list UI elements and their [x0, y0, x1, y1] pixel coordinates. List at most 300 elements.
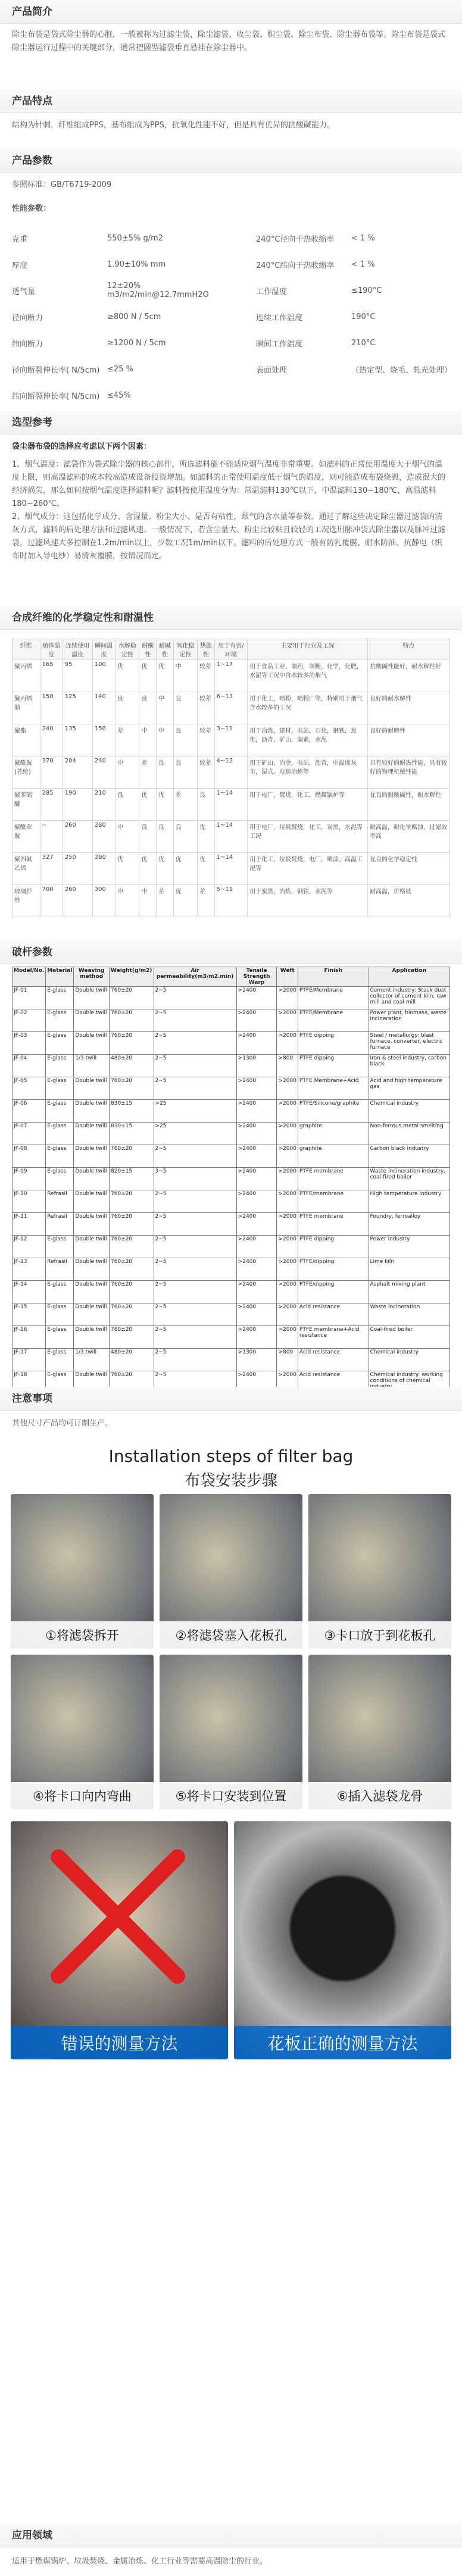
table-cell: >2000: [277, 1032, 298, 1055]
table-cell: 优: [157, 660, 174, 692]
install-step-6: [308, 1655, 451, 1809]
table-cell: 良: [139, 692, 157, 724]
table-cell: 中: [139, 724, 157, 756]
param-row: [256, 304, 452, 330]
table-cell: 优: [139, 660, 157, 692]
table-cell: 良: [157, 756, 174, 789]
table-cell: 760±20: [109, 1077, 154, 1100]
table-cell: 760±20: [109, 1258, 154, 1281]
table-cell: 204: [63, 756, 92, 789]
table-cell: 165: [40, 660, 63, 692]
table-cell: E-glass: [46, 987, 74, 1009]
table-cell: 95: [63, 660, 92, 692]
table-row: [13, 1190, 450, 1213]
right-method-caption: 花板正确的测量方法: [234, 2026, 451, 2059]
table-cell: >2400: [236, 1123, 277, 1145]
table-cell: Waste incineration industry, coal-fired boiler: [369, 1168, 450, 1190]
table-cell: 3~11: [214, 724, 247, 756]
features-text: 结构为针刺，纤维组成PPS，基布组成为PPS，抗氧化性能不好，但是具有优异的抗酸碱能力。: [12, 121, 335, 130]
table-cell: 优良的耐酸碱性，耐水解性: [368, 789, 450, 821]
table-cell: graphite: [298, 1145, 369, 1168]
table-cell: 100: [92, 660, 115, 692]
section-title-apps: 应用领域: [0, 2524, 462, 2547]
table-cell: Double twill: [74, 1281, 110, 1303]
table-cell: JF-07: [13, 1123, 46, 1145]
table-cell: >2000: [277, 987, 298, 1009]
table-cell: 抗酸碱性能好，耐水解性好: [368, 660, 450, 692]
table-row: [13, 1055, 450, 1077]
install-step-4: [11, 1655, 154, 1809]
table-cell: 较差: [198, 692, 215, 724]
table-cell: >25: [154, 1100, 236, 1123]
table-cell: Double twill: [74, 1303, 110, 1326]
table-cell: >2000: [277, 1100, 298, 1123]
table-cell: >2000: [277, 1213, 298, 1236]
param-row: [12, 330, 238, 356]
table-cell: 2~5: [154, 1303, 236, 1326]
params-perf-title: 性能参数：: [12, 204, 51, 213]
table-cell: 2~5: [154, 1145, 236, 1168]
table-cell: 优: [173, 853, 197, 885]
param-row: [256, 277, 452, 304]
table-cell: 1~14: [214, 821, 247, 853]
install-title: Installation steps of filter bag: [108, 1446, 354, 1466]
table-cell: Power plant, biomass, waste incineration: [369, 1009, 450, 1032]
param-value: （热定型、烧毛、轧光处理）: [351, 365, 452, 375]
table-header-cell: Tensile Strength Warp: [236, 967, 277, 987]
table-cell: Asphalt mixing plant: [369, 1281, 450, 1303]
table-cell: Foundry, ferroalloy: [369, 1213, 450, 1236]
table-cell: 480±20: [109, 1055, 154, 1077]
param-value: 210°C: [351, 338, 376, 348]
table-cell: 用于电厂，焚烧，化工，燃煤锅炉等: [248, 789, 368, 821]
param-row: [256, 356, 452, 382]
table-cell: E-glass: [46, 1236, 74, 1258]
table-cell: 聚苯硫醚: [13, 789, 40, 821]
table-cell: Coal-fired boiler: [369, 1326, 450, 1349]
table-cell: 2~5: [154, 1349, 236, 1371]
table-header-cell: 连续使用温度: [63, 639, 92, 660]
table-row: [13, 1281, 450, 1303]
table-cell: 差: [157, 885, 174, 917]
table-cell: >2000: [277, 1077, 298, 1100]
table-header-cell: Application: [369, 967, 450, 987]
table-cell: 760±20: [109, 1190, 154, 1213]
table-cell: 370: [40, 756, 63, 789]
param-label: 表面处理: [256, 365, 288, 375]
param-row: [256, 251, 452, 277]
table-cell: Carbon black industry: [369, 1145, 450, 1168]
table-cell: 1~17: [214, 660, 247, 692]
table-row: [13, 1123, 450, 1145]
table-cell: Refrasil: [46, 1213, 74, 1236]
table-cell: Acid resistance: [298, 1349, 369, 1371]
table-row: [13, 853, 450, 885]
table-cell: 210: [92, 789, 115, 821]
table-cell: 830±15: [109, 1123, 154, 1145]
table-cell: >2400: [236, 1168, 277, 1190]
chem-stability-table: [12, 639, 450, 917]
table-cell: >2000: [277, 1236, 298, 1258]
install-step-5: [160, 1655, 302, 1809]
table-cell: 150: [40, 692, 63, 724]
param-label: 纬向断裂伸长率( N/5cm): [12, 392, 100, 401]
step-caption: ②将滤袋塞入花板孔: [160, 1621, 302, 1649]
table-cell: Waste incineration: [369, 1303, 450, 1326]
table-cell: PTFE/dipping: [298, 1281, 369, 1303]
table-cell: 用于冶炼，建材，电站，石化，钢铁，焦化，沥青，矿山，碳素，水泥: [248, 724, 368, 756]
section-title-filter: 破杆参数: [0, 940, 462, 964]
table-cell: PTFE dipping: [298, 1055, 369, 1077]
table-cell: E-glass: [46, 1077, 74, 1100]
table-cell: 135: [63, 724, 92, 756]
table-cell: 2~5: [154, 1190, 236, 1213]
table-cell: >2000: [277, 1258, 298, 1281]
table-cell: 差: [198, 885, 215, 917]
table-row: [13, 1349, 450, 1371]
table-cell: E-glass: [46, 1349, 74, 1371]
selection-text: 1、烟气温度：滤袋作为袋式除尘器的核心部件，所选滤料能不能适应烟气温度非常重要。如滤料的正常使用温度大于烟气的温度上限，则高温滤料的成本较高造成设备投资增加。如滤料的正常使用温度低于烟气的温度，则可能造成布袋烧毁，造成很大的经济损失，那么如何按烟气温度选择滤料呢？滤料按使用温度分为：常温滤料130℃以下，中温滤料130~180℃，高温滤料180~260℃。 2、烟气成分：这包括化学成分、含湿量、粉尘大小、是否有粘性，烟气的含水量等参数。通过了解这些决定除尘器过滤袋的清灰方式，滤料的后处理方法和过滤风速。一般情况下，若含尘量大、粉尘比较粘且较轻的工况选用脉冲袋式除尘器以及脉冲过滤袋，过滤风速大多控制在1.2m/min以上，少数工况1m/min以下。滤料的后处理方式一般有防乳覆膜、耐水防油、抗静电（织布时加入导电纱）易清灰覆膜，按情况而定。: [12, 460, 446, 561]
table-cell: Double twill: [74, 1123, 110, 1145]
install-step-2: [160, 1494, 302, 1649]
table-cell: JF-06: [13, 1100, 46, 1123]
table-cell: 760±20: [109, 1032, 154, 1055]
table-cell: 190: [63, 789, 92, 821]
table-cell: 2~5: [154, 1258, 236, 1281]
param-label: 连续工作温度: [256, 313, 303, 323]
apps-text: 适用于燃煤锅炉、垃圾焚烧、金属冶炼、化工行业等需要高温除尘的行业。: [12, 2557, 268, 2566]
table-cell: 760±20: [109, 987, 154, 1009]
table-cell: 2~5: [154, 1371, 236, 1394]
table-cell: 4~12: [214, 756, 247, 789]
table-header-cell: Finish: [298, 967, 369, 987]
table-cell: 1~14: [214, 853, 247, 885]
table-cell: 良: [139, 821, 157, 853]
table-cell: Non-ferrous metal smelting: [369, 1123, 450, 1145]
table-cell: 良: [173, 756, 197, 789]
table-cell: Chemical industry: working conditions of chemical: [369, 1371, 450, 1394]
table-row: [13, 821, 450, 853]
param-value: ≤190°C: [351, 286, 382, 295]
table-row: [13, 1213, 450, 1236]
table-cell: >2400: [236, 1009, 277, 1032]
table-row: [13, 1145, 450, 1168]
cross-icon: [46, 1845, 189, 1988]
table-cell: 用于食品工业，制药，制糖，化学，化肥，水泥等工况中含水较多的烟气: [248, 660, 368, 692]
param-row: [12, 356, 238, 382]
table-cell: 480±20: [109, 1349, 154, 1371]
table-cell: 1~14: [214, 789, 247, 821]
table-cell: JF-15: [13, 1303, 46, 1326]
param-value: ≥800 N / 5cm: [107, 312, 161, 321]
table-cell: 2~5: [154, 987, 236, 1009]
table-cell: 760±20: [109, 1009, 154, 1032]
table-cell: E-glass: [46, 1326, 74, 1349]
table-cell: >2400: [236, 1077, 277, 1100]
table-cell: 用于矿山，冶金，电站，沥青，中温度灰尘，湿式、电熔冶炼等: [248, 756, 368, 789]
table-cell: --: [40, 821, 63, 853]
table-cell: 中: [116, 756, 139, 789]
param-row: [12, 382, 238, 408]
table-cell: 良: [173, 821, 197, 853]
table-cell: 240: [92, 756, 115, 789]
table-cell: 2~5: [154, 1055, 236, 1077]
table-cell: JF-05: [13, 1077, 46, 1100]
table-header-cell: Material: [46, 967, 74, 987]
table-cell: PTFE membrane: [298, 1213, 369, 1236]
table-cell: 300: [92, 885, 115, 917]
table-row: [13, 987, 450, 1009]
table-header-cell: 耐酸性: [139, 639, 157, 660]
section-title-selection: 选型参考: [0, 411, 462, 434]
table-cell: Chemical industry: [369, 1100, 450, 1123]
table-cell: 优: [116, 853, 139, 885]
table-cell: E-glass: [46, 1032, 74, 1055]
table-cell: 优: [173, 885, 197, 917]
table-cell: Chemical industry: [369, 1349, 450, 1371]
table-cell: >800: [277, 1349, 298, 1371]
selection-title: 袋尘器布袋的选择应考虑以下两个因素：: [12, 442, 152, 451]
table-cell: 2~5: [154, 1009, 236, 1032]
param-label: 纬向断力: [12, 339, 43, 349]
table-cell: Refrasil: [46, 1190, 74, 1213]
right-method-photo: [234, 1821, 451, 2059]
table-cell: 用于化工，垃圾焚烧，电厂，喷涂，高温工况等: [248, 853, 368, 885]
table-cell: Double twill: [74, 1236, 110, 1258]
section-title-features: 产品特点: [0, 89, 462, 113]
table-cell: 820±15: [109, 1168, 154, 1190]
table-cell: >2000: [277, 1009, 298, 1032]
param-value: 190°C: [351, 312, 376, 321]
param-row: [12, 225, 238, 251]
table-cell: 中: [157, 724, 174, 756]
table-cell: Double twill: [74, 987, 110, 1009]
table-cell: 2~5: [154, 1281, 236, 1303]
table-cell: 250: [63, 853, 92, 885]
table-cell: 140: [92, 692, 115, 724]
table-cell: 用于电厂，垃圾焚烧，化工，炭黑，水泥等工况: [248, 821, 368, 853]
table-cell: 具有较好的耐热性能，具有较好的物理机械性能: [368, 756, 450, 789]
table-cell: 260: [63, 821, 92, 853]
table-cell: PTFE dipping: [298, 1032, 369, 1055]
table-row: [13, 692, 450, 724]
install-step-1: [11, 1494, 154, 1649]
table-header-cell: 耐碱性: [157, 639, 174, 660]
install-step-3: [308, 1494, 451, 1649]
table-cell: JF-12: [13, 1236, 46, 1258]
table-cell: >1300: [236, 1349, 277, 1371]
step-caption: ③卡口放于到花板孔: [308, 1621, 451, 1649]
table-cell: 良: [157, 821, 174, 853]
param-label: 240°C径向干热收缩率: [256, 235, 335, 244]
param-label: 克重: [12, 235, 28, 244]
table-header-cell: 瞬间温度: [92, 639, 115, 660]
table-cell: Power industry: [369, 1236, 450, 1258]
table-cell: >2000: [277, 1145, 298, 1168]
table-cell: PTFE/membrane: [298, 1190, 369, 1213]
table-header-cell: 特点: [368, 639, 450, 660]
table-cell: JF-13: [13, 1258, 46, 1281]
table-cell: Double twill: [74, 1258, 110, 1281]
table-cell: >2000: [277, 1168, 298, 1190]
table-header-cell: 水解稳定性: [116, 639, 139, 660]
param-label: 工作温度: [256, 287, 288, 296]
table-cell: PTFE membrane+Acid resistance: [298, 1326, 369, 1349]
param-value: ≥1200 N / 5cm: [107, 338, 166, 348]
table-cell: >2400: [236, 1032, 277, 1055]
wrong-method-caption: 错误的测量方法: [11, 2026, 228, 2059]
table-cell: 327: [40, 853, 63, 885]
table-cell: >1300: [236, 1055, 277, 1077]
table-cell: Steel / metallurgy: blast furnace, converter, electric furnace: [369, 1032, 450, 1055]
table-cell: Lime kiln: [369, 1258, 450, 1281]
table-cell: >25: [154, 1123, 236, 1145]
table-cell: >2400: [236, 1303, 277, 1326]
install-subtitle: 布袋安装步骤: [184, 1472, 277, 1490]
table-cell: JF-17: [13, 1349, 46, 1371]
table-cell: >2400: [236, 1371, 277, 1394]
table-cell: PTFE membrane: [298, 1168, 369, 1190]
table-cell: E-glass: [46, 1303, 74, 1326]
table-cell: 3~5: [154, 1168, 236, 1190]
table-cell: JF-08: [13, 1145, 46, 1168]
table-header-cell: Weight(g/m2): [109, 967, 154, 987]
table-cell: Double twill: [74, 1100, 110, 1123]
table-row: [13, 1303, 450, 1326]
table-cell: 良: [173, 692, 197, 724]
table-cell: 2~5: [154, 1077, 236, 1100]
table-cell: JF-18: [13, 1371, 46, 1394]
table-cell: 较差: [198, 660, 215, 692]
table-cell: Double twill: [74, 1145, 110, 1168]
table-cell: 聚酯: [13, 724, 40, 756]
section-title-chem: 合成纤维的化学稳定性和耐温性: [0, 606, 462, 630]
param-value: < 1 %: [351, 260, 375, 269]
table-row: [13, 1077, 450, 1100]
table-cell: 优: [157, 789, 174, 821]
table-cell: 良: [173, 724, 197, 756]
table-cell: E-glass: [46, 1371, 74, 1394]
table-cell: 760±20: [109, 1326, 154, 1349]
section-title-intro: 产品简介: [0, 0, 462, 24]
table-row: [13, 1168, 450, 1190]
table-cell: 280: [92, 853, 115, 885]
table-cell: PTFE/Membrane: [298, 987, 369, 1009]
table-cell: 优: [198, 821, 215, 853]
table-cell: 760±20: [109, 1213, 154, 1236]
table-cell: >2400: [236, 1258, 277, 1281]
table-row: [13, 789, 450, 821]
table-cell: 2~5: [154, 1213, 236, 1236]
param-label: 240°C纬向干热收缩率: [256, 261, 335, 270]
table-cell: 2~5: [154, 1326, 236, 1349]
table-cell: Acid and high temperature gas: [369, 1077, 450, 1100]
table-cell: 聚酰胺(芳纶): [13, 756, 40, 789]
table-header-cell: 主要用于行业及工况: [248, 639, 368, 660]
table-cell: 760±20: [109, 1145, 154, 1168]
table-cell: >2400: [236, 1145, 277, 1168]
table-cell: 优: [139, 853, 157, 885]
table-cell: >2400: [236, 987, 277, 1009]
table-row: [13, 1100, 450, 1123]
table-cell: PTFE/Silicone/graphite: [298, 1100, 369, 1123]
filter-params-table: [12, 967, 450, 1394]
param-label: 透气量: [12, 287, 36, 296]
table-cell: JF-02: [13, 1009, 46, 1032]
table-cell: 2~5: [154, 1236, 236, 1258]
table-cell: 优: [139, 789, 157, 821]
table-cell: 耐高温，耐化学腐蚀，过滤效率高: [368, 821, 450, 853]
section-title-params: 产品参数: [0, 149, 462, 173]
table-cell: E-glass: [46, 1009, 74, 1032]
table-row: [13, 660, 450, 692]
table-cell: 280: [92, 821, 115, 853]
table-cell: 聚酰亚胺: [13, 821, 40, 853]
param-label: 厚度: [12, 261, 28, 270]
table-header-cell: 熔体温度: [40, 639, 63, 660]
table-cell: Double twill: [74, 1032, 110, 1055]
table-cell: 用于炭黑，冶炼，钢铁，水泥等: [248, 885, 368, 917]
table-header-cell: Weft: [277, 967, 298, 987]
table-cell: >2000: [277, 1326, 298, 1349]
table-cell: PTFE/Membrane: [298, 1009, 369, 1032]
table-cell: Double twill: [74, 1168, 110, 1190]
table-cell: >2000: [277, 1123, 298, 1145]
table-cell: >2400: [236, 1236, 277, 1258]
table-row: [13, 724, 450, 756]
table-cell: 中: [157, 692, 174, 724]
table-cell: 中: [116, 821, 139, 853]
table-cell: 用于化工，喷粉，喷粉厂等，特别用于烟气含水较多的工况: [248, 692, 368, 724]
param-value: 1.90±10% mm: [107, 260, 166, 269]
table-cell: 耐高温，价格低: [368, 885, 450, 917]
table-cell: Double twill: [74, 1326, 110, 1349]
param-label: 径向断力: [12, 313, 43, 323]
table-cell: 优: [157, 853, 174, 885]
params-standard: 参照标准：GB/T6719-2009: [12, 180, 112, 189]
param-value: ≤45%: [107, 390, 131, 400]
table-cell: E-glass: [46, 1123, 74, 1145]
table-cell: Acid resistance: [298, 1303, 369, 1326]
table-cell: 150: [92, 724, 115, 756]
table-cell: Double twill: [74, 1190, 110, 1213]
param-value: < 1 %: [351, 233, 375, 243]
table-cell: Acid resistance: [298, 1371, 369, 1394]
param-value: 550±5% g/m2: [107, 233, 164, 243]
table-cell: Refrasil: [46, 1258, 74, 1281]
table-row: [13, 1009, 450, 1032]
table-cell: 中: [173, 660, 197, 692]
table-cell: 中: [116, 885, 139, 917]
table-row: [13, 1258, 450, 1281]
table-cell: 聚丙烯腈: [13, 692, 40, 724]
table-cell: 聚四氟乙烯: [13, 853, 40, 885]
table-cell: 良: [116, 789, 139, 821]
table-header-cell: Model/No.: [13, 967, 46, 987]
param-row: [256, 330, 452, 356]
table-cell: Double twill: [74, 1077, 110, 1100]
table-cell: 差: [173, 789, 197, 821]
table-cell: 760±20: [109, 1303, 154, 1326]
param-row: [12, 304, 238, 330]
table-cell: >2000: [277, 1281, 298, 1303]
table-cell: E-glass: [46, 1100, 74, 1123]
step-caption: ⑤将卡口安装到位置: [160, 1782, 302, 1809]
table-cell: E-glass: [46, 1145, 74, 1168]
table-cell: 玻璃纤维: [13, 885, 40, 917]
table-cell: 优: [116, 660, 139, 692]
table-cell: 125: [63, 692, 92, 724]
